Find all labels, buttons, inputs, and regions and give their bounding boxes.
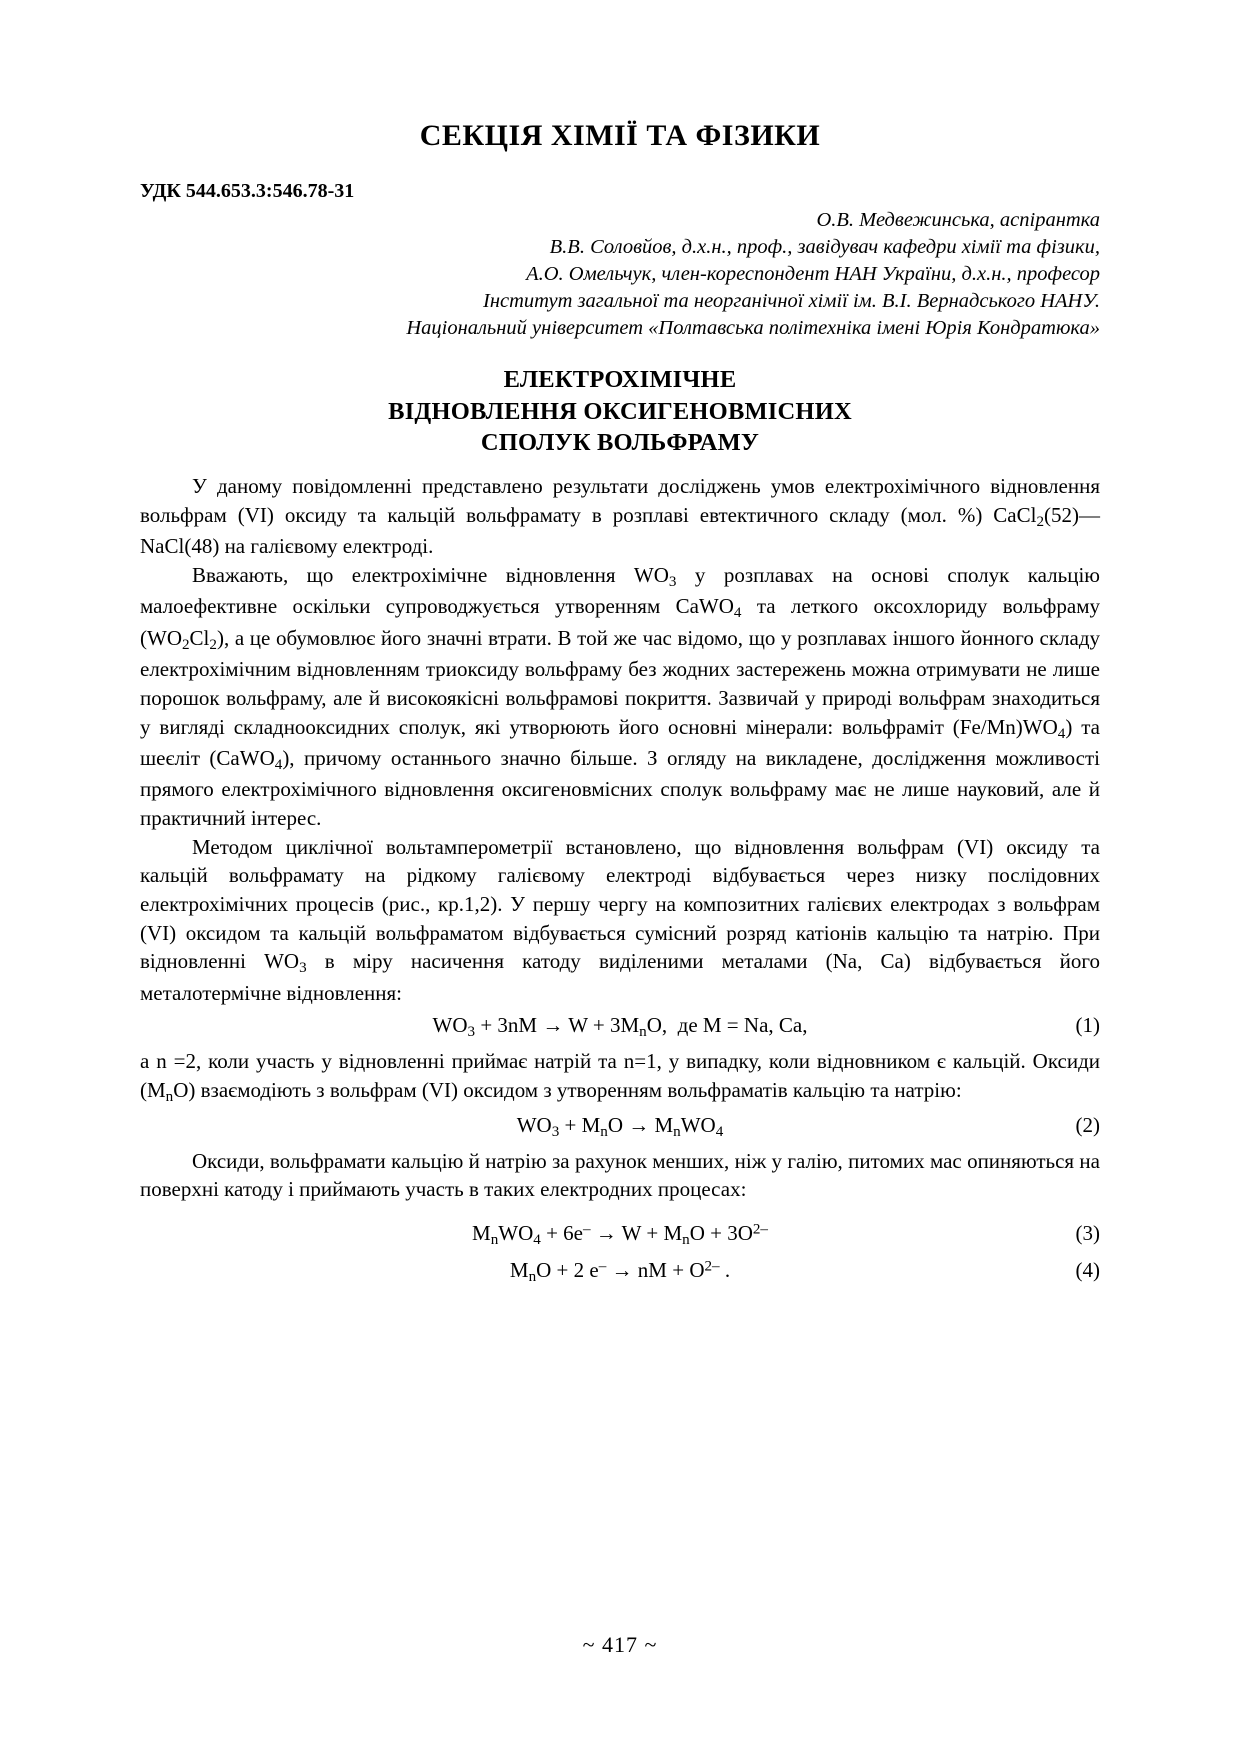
- article-title-line: ВІДНОВЛЕННЯ ОКСИГЕНОВМІСНИХ: [388, 397, 852, 425]
- affiliation-line: Національний університет «Полтавська політехніка імені Юрія Кондратюка»: [406, 317, 1100, 340]
- paragraph-2-text-g: ), причому останнього значно більше. З огляду на викладене, дослідження можливості прямого електрохімічного відновлення оксигеновмісних сполук вольфраму має не лише науковий, але й практичний інтерес.: [140, 745, 1100, 831]
- formula-1-number: (1): [1075, 1013, 1100, 1038]
- formula-4-number: (4): [1075, 1257, 1100, 1282]
- subscript: n: [165, 1088, 174, 1105]
- formula-4-text: $M_nO + 2$ e– → nM + $O^{2-}$ .: [509, 1257, 731, 1285]
- paragraph-2-text-e: ), а це обумовлює його значні втрати. В той же час відомо, що у розплавах іншого йонного складу електрохімічним відновленням триоксиду вольфраму без жодних застережень можна отримувати не лише порошок вольфраму, але й високоякісні вольфрамові покриття. Зазвичай у природі вольфрам знаходиться у вигляді складнооксидних сполук, які утворюють його основні мінерали: вольфраміт (Fe/Mn)WO: [140, 625, 1100, 739]
- paragraph-2-text-f: ) та шеєліт (CaWO: [140, 714, 1101, 770]
- formula-3-text: $M_nWO_4 + 6e^- \to W + M_nO + 3O^{2-}$: [472, 1221, 768, 1248]
- formula-2: [140, 1110, 1100, 1144]
- paragraph-4: [140, 1047, 1100, 1107]
- subscript: 4: [274, 756, 283, 773]
- affiliation-line: Інститут загальної та неорганічної хімії ім. В.І. Вернадського НАНУ.: [483, 290, 1100, 313]
- paragraph-2-text-c: та леткого оксохлориду вольфраму (WO: [140, 594, 1100, 650]
- paragraph-2-text-d: Cl: [189, 625, 210, 650]
- article-title-line: СПОЛУК ВОЛЬФРАМУ: [480, 428, 760, 456]
- paragraph-5: Оксиди, вольфрамати кальцію й натрію за рахунок менших, ніж у галію, питомих мас опиняються на поверхні катоду і приймають участь в таких електродних процесах:: [140, 1148, 1100, 1202]
- formula-2-text: $WO_3 + M_nO \to M_nWO_4$: [516, 1113, 724, 1140]
- formula-1-text: $WO_3 + 3nM \to W + 3M_nO$, де M = Na, Ca,: [432, 1013, 808, 1041]
- paragraph-4-text-b: O) взаємодіють з вольфрам (VI) оксидом з утворенням вольфраматів кальцію та натрію:: [173, 1077, 962, 1102]
- article-title-line: ЕЛЕКТРОХІМІЧНЕ: [503, 366, 737, 394]
- paragraph-3-text-b: в міру насичення катоду виділеними металами (Na, Ca) відбувається його металотермічне відновлення:: [140, 949, 1100, 1005]
- author-line: О.В. Медвежинська, аспірантка: [816, 209, 1100, 231]
- section-title: СЕКЦІЯ ХІМІЇ ТА ФІЗИКИ: [419, 119, 821, 152]
- formula-block: [140, 1218, 1100, 1288]
- formula-2-number: (2): [1075, 1113, 1100, 1138]
- paragraph-1: У даному повідомленні представлено результати досліджень умов електрохімічного відновлення вольфрам (VI) оксиду та кальцій вольфрамату в розплаві евтектичного складу (мол. %) CaCl$_2$(52)—NaCl(48) на галієвому електроді.: [140, 474, 1100, 559]
- formula-1: [140, 1010, 1100, 1044]
- paragraph-2: [140, 561, 1100, 833]
- subscript: 2: [209, 636, 217, 653]
- udc-code: УДК 544.653.3:546.78-31: [140, 180, 355, 202]
- authors-block: [140, 207, 1100, 342]
- paragraph-1-text: У даному повідомленні представлено результати досліджень умов електрохімічного відновлення вольфрам (VI) оксиду та кальцій вольфрамату в розплаві евтектичного складу (мол. %) CaCl: [140, 474, 1100, 527]
- author-line: А.О. Омельчук, член-кореспондент НАН України, д.х.н., професор: [526, 263, 1100, 286]
- formula-4: [140, 1255, 1100, 1288]
- subscript: 4: [733, 605, 742, 622]
- formula-3: [140, 1218, 1100, 1251]
- paragraph-3-text-a: Методом циклічної вольтамперометрії встановлено, що відновлення вольфрам (VI) оксиду та кальцій вольфрамату на рідкому галієвому електроді відбувається через низку послідовних електрохімічних процесів (рис., кр.1,2). У першу чергу на композитних галієвих електродах з вольфрам (VI) оксидом та кальцій вольфраматом відбувається сумісний розряд катіонів кальцію та натрію. При відновленні WO: [140, 834, 1100, 974]
- paragraph-2-text-b: у розплавах на основі сполук кальцію малоефективне оскільки супроводжується утворенням CaWO: [140, 563, 1100, 619]
- paragraph-1-text-c: NaCl(48) на галієвому електроді.: [140, 534, 434, 559]
- formula-3-number: (3): [1075, 1221, 1100, 1246]
- subscript: 2: [1036, 513, 1044, 530]
- subscript: 4: [1057, 725, 1066, 742]
- paragraph-2-text-a: Вважають, що електрохімічне відновлення WO: [192, 563, 669, 588]
- subscript: 3: [299, 960, 307, 977]
- paragraph-1-text-b: (52): [1044, 502, 1079, 527]
- author-line: В.В. Соловйов, д.х.н., проф., завідувач кафедри хімії та фізики,: [549, 236, 1100, 259]
- article-title: [140, 364, 1100, 458]
- subscript: 2: [181, 636, 190, 653]
- subscript: 3: [668, 573, 677, 590]
- paragraph-3: [140, 833, 1100, 1008]
- page-number: ~ 417 ~: [582, 1632, 658, 1657]
- paragraph-4-text-a: а n =2, коли участь у відновленні приймає натрій та n=1, у випадку, коли відновником є кальцій. Оксиди (M: [140, 1049, 1100, 1102]
